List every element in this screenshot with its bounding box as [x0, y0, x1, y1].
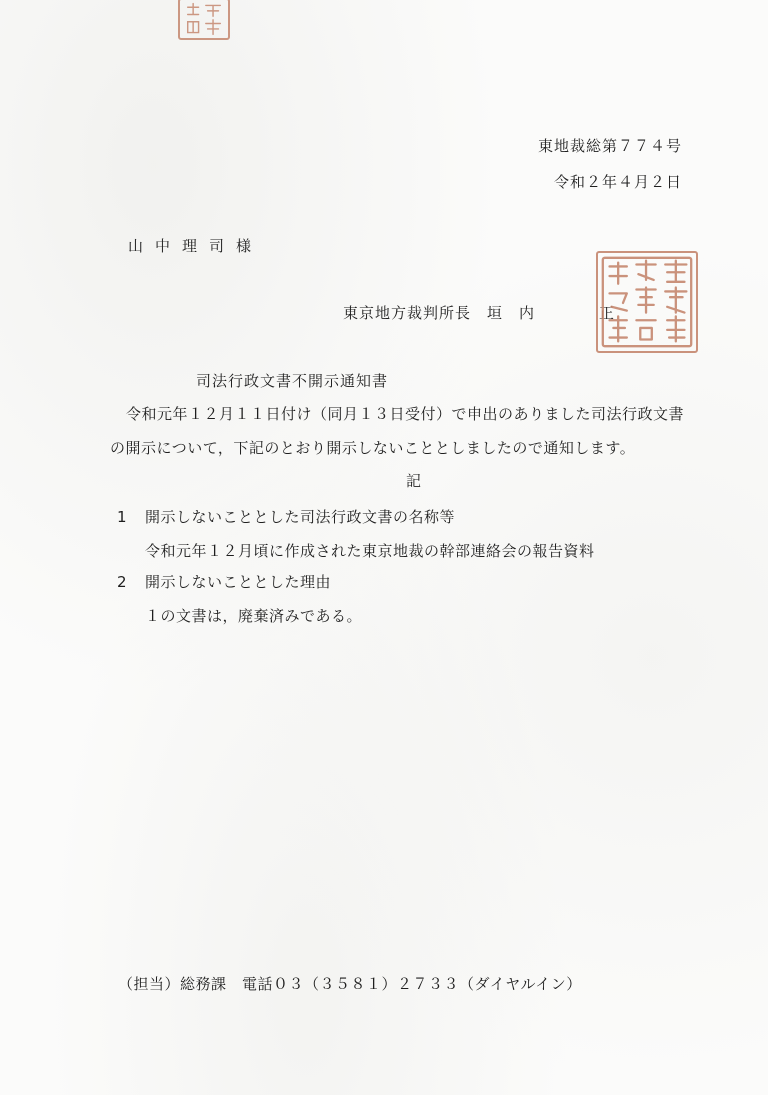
official-seal-graphic — [598, 253, 696, 351]
item-2-title: 開示しないこととした理由 — [145, 573, 332, 591]
item-1-detail: 令和元年１２月頃に作成された東京地裁の幹部連絡会の報告資料 — [145, 542, 595, 560]
official-seal-stamp — [596, 251, 698, 353]
recipient-name: 山中理司様 — [128, 237, 264, 255]
seal-stamp-top — [178, 0, 230, 40]
item-2-detail: １の文書は，廃棄済みである。 — [145, 607, 363, 625]
body-line-1: 令和元年１２月１１日付け（同月１３日受付）で申出のありました司法行政文書 — [126, 405, 685, 423]
seal-top-graphic — [180, 0, 228, 38]
document-date: 令和２年４月２日 — [554, 173, 683, 191]
item-1-title: 開示しないこととした司法行政文書の名称等 — [145, 508, 456, 526]
sender-name: 東京地方裁判所長 垣 内 正 — [343, 304, 616, 322]
contact-info: （担当）総務課 電話０３（３５８１）２７３３（ダイヤルイン） — [118, 975, 582, 993]
item-2-number: 2 — [117, 573, 127, 591]
ki-heading: 記 — [406, 472, 422, 490]
item-1-number: 1 — [117, 508, 127, 526]
reference-number: 東地裁総第７７４号 — [538, 137, 683, 155]
body-line-2: の開示について，下記のとおり開示しないこととしましたので通知します。 — [110, 439, 636, 457]
document-title: 司法行政文書不開示通知書 — [196, 372, 389, 390]
